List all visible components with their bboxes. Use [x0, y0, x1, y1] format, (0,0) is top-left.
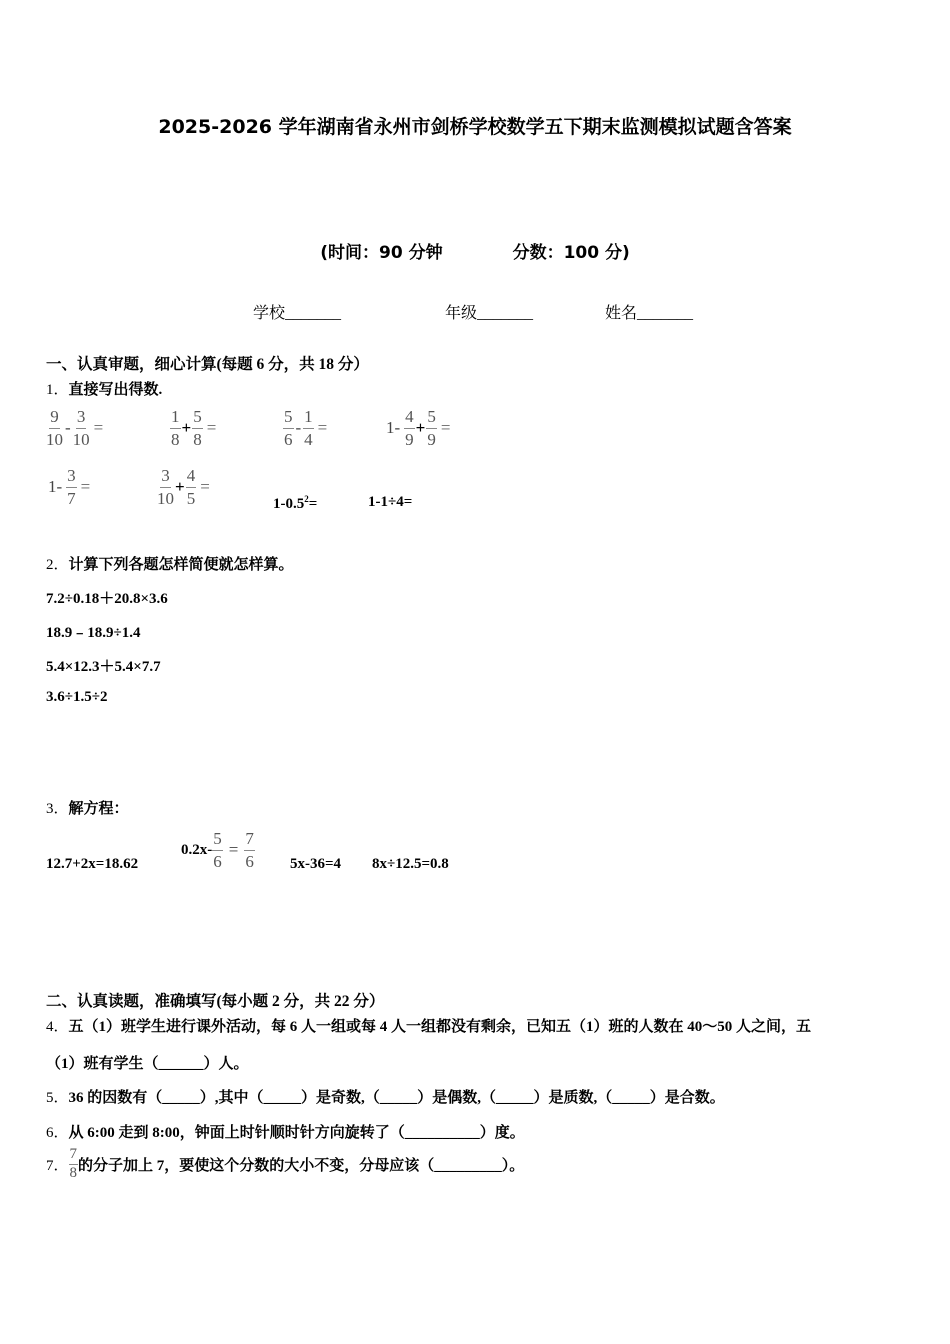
fraction: $\frac{5}{6}$: [284, 407, 293, 449]
fraction-expr-3: [283, 408, 327, 449]
question-number: 4．: [46, 1019, 69, 1035]
calc-item-4: 3.6÷1.5÷2: [46, 689, 108, 705]
calc-item-3: 5.4×12.3＋5.4×7.7: [46, 659, 161, 675]
fraction: $\frac{4}{9}$: [405, 407, 414, 449]
section-2-heading: 二、认真读题，准确填写(每小题 2 分，共 22 分）: [46, 993, 385, 1010]
equation-3: 5x-36=4: [290, 856, 342, 872]
division-expr: 1-1÷4=: [368, 494, 413, 510]
question-number: 1．: [46, 382, 69, 398]
fraction: $\frac{3}{7}$: [67, 466, 76, 508]
fraction-expr-5: [46, 467, 90, 508]
calc-item-1: 7.2÷0.18＋20.8×3.6: [46, 591, 168, 607]
equals-sign: =: [80, 477, 91, 497]
question-text: 从 6:00 走到 8:00，钟面上时针顺时针方向旋转了（__________）度。: [68, 1125, 525, 1141]
time-label: (时间：90 分钟: [320, 243, 443, 263]
equals-sign: =: [206, 418, 217, 438]
question-1: [46, 378, 162, 399]
question-text: 36 的因数有（_____）,其中（_____）是奇数,（_____）是偶数,（_____）是质数,（_____）是合数。: [68, 1090, 725, 1106]
equals-sign: =: [440, 418, 451, 438]
question-text: 解方程：: [68, 801, 129, 817]
question-7: [46, 1147, 524, 1182]
fraction: $\frac{5}{8}$: [193, 407, 202, 449]
lead-term: 1-: [48, 477, 63, 497]
fraction: $\frac{1}{4}$: [304, 407, 313, 449]
equals-sign: =: [228, 840, 239, 860]
exam-meta: [0, 238, 950, 263]
question-text: 计算下列各题怎样简便就怎样算。: [68, 557, 294, 573]
lead-term: 1-: [386, 418, 401, 438]
fraction-expr-4: [384, 408, 450, 449]
question-text: 五（1）班学生进行课外活动，每 6 人一组或每 4 人一组都没有剩余，已知五（1）班的人数在 40～50 人之间，五: [68, 1019, 812, 1035]
equation-4: 8x÷12.5=0.8: [372, 856, 449, 872]
question-6: [46, 1121, 525, 1142]
question-number: 7．: [46, 1157, 69, 1174]
name-field[interactable]: 姓名_______: [605, 305, 694, 322]
question-5: [46, 1086, 725, 1107]
fraction-expr-2: [170, 408, 216, 449]
equals-sign: =: [317, 418, 328, 438]
school-field[interactable]: 学校_______: [253, 305, 342, 322]
fraction: $\frac{7}{6}$: [245, 829, 254, 871]
grade-field[interactable]: 年级_______: [445, 305, 534, 322]
document-title: 2025-2026 学年湖南省永州市剑桥学校数学五下期末监测模拟试题含答案: [158, 116, 792, 138]
operator: -: [295, 418, 302, 438]
fraction-expr-1: [46, 408, 103, 449]
operator: +: [415, 418, 426, 438]
equation-2: [181, 830, 255, 871]
equation-lead: 0.2x-: [181, 841, 213, 858]
question-number: 2．: [46, 557, 69, 573]
question-text: 的分子加上 7，要使这个分数的大小不变，分母应该（_________）。: [78, 1157, 525, 1174]
equals-sign: =: [200, 477, 210, 497]
section-1-heading: 一、认真审题，细心计算(每题 6 分，共 18 分）: [46, 356, 369, 373]
operator: +: [181, 418, 192, 438]
fraction: $\frac{3}{10}$: [72, 407, 90, 449]
fraction: $\frac{9}{10}$: [46, 407, 63, 449]
equals-sign: =: [93, 418, 104, 438]
calc-item-2: 18.9﹣18.9÷1.4: [46, 625, 141, 641]
question-number: 3．: [46, 801, 69, 817]
equation-1: 12.7+2x=18.62: [46, 856, 139, 872]
question-text: 直接写出得数.: [68, 382, 163, 398]
fraction-expr-6: [157, 467, 210, 508]
operator: -: [65, 418, 71, 438]
fraction: $\frac{5}{6}$: [213, 829, 222, 871]
question-4-line-2: （1）班有学生（______）人。: [46, 1056, 249, 1072]
fraction: 7 8: [69, 1146, 78, 1181]
power-expr: $1-0.5^2=$: [273, 494, 318, 512]
fraction: $\frac{3}{10}$: [157, 466, 174, 508]
question-3: [46, 797, 129, 818]
question-number: 6．: [46, 1125, 69, 1141]
fraction: $\frac{1}{8}$: [171, 407, 180, 449]
fraction: $\frac{5}{9}$: [427, 407, 436, 449]
score-label: 分数：100 分): [512, 243, 630, 263]
question-4-line-1: [46, 1015, 811, 1036]
question-number: 5．: [46, 1090, 69, 1106]
fraction: $\frac{4}{5}$: [186, 466, 196, 508]
operator: +: [175, 477, 185, 497]
question-2: [46, 553, 294, 574]
